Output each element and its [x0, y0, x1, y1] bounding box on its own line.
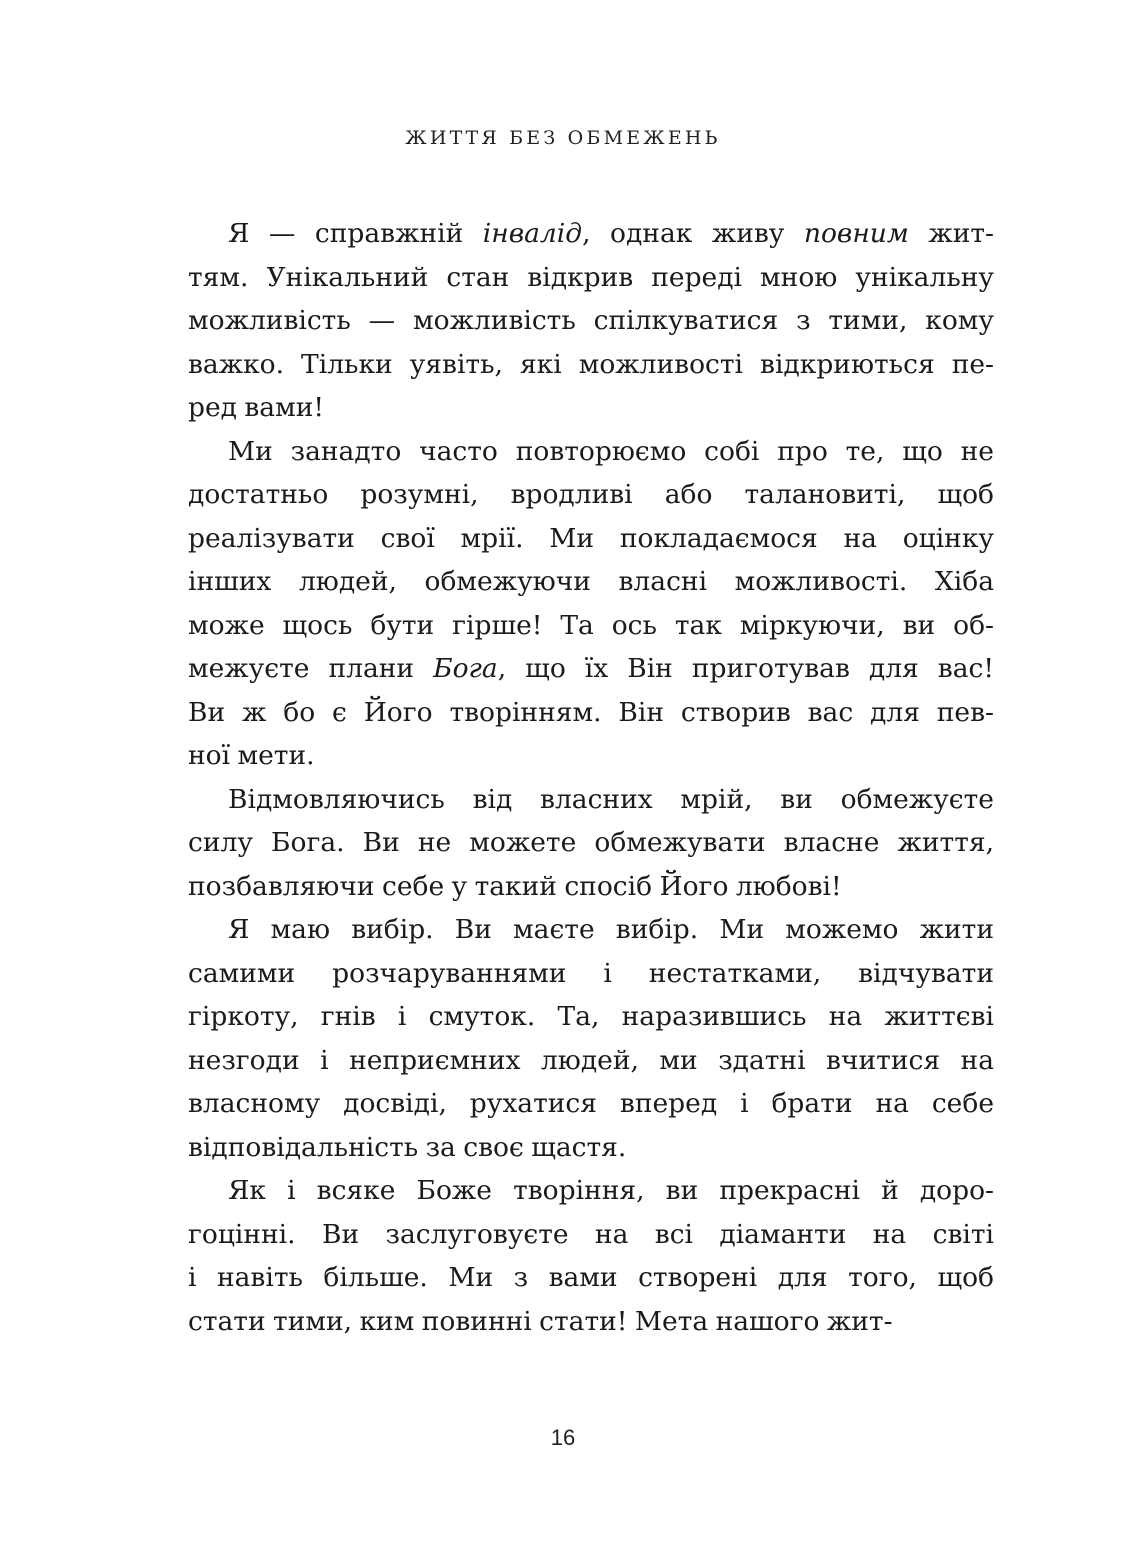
text-line: Я маю вибір. Ви маєте вибір. Ми можемо жити [228, 914, 994, 945]
emphasis-text: Бога [433, 653, 498, 684]
text-line: самими розчаруваннями і нестатками, відчувати [188, 957, 994, 989]
text-line: позбавляючи себе у такий спосіб Його любові! [188, 870, 842, 902]
text-run: , однак живу [582, 218, 804, 249]
text-line: ред вами! [188, 392, 325, 423]
text-line: гоцінні. Ви заслуговуєте на всі діаманти на світі [188, 1218, 994, 1250]
text-line: інших людей, обмежуючи власні можливості. Хіба [188, 566, 994, 597]
page-number: 16 [550, 1425, 576, 1450]
emphasis-text: повним [803, 218, 909, 249]
text-run: межуєте плани [188, 653, 434, 684]
text-line: тям. Унікальний стан відкрив переді мною унікальну [188, 261, 994, 293]
text-line: реалізувати свої мрії. Ми покладаємося на оцінку [188, 522, 994, 554]
text-run: Я — справжній [228, 218, 483, 249]
text-line: незгоди і неприємних людей, ми здатні вчитися на [188, 1044, 994, 1076]
text-line: може щось бути гірше! Та ось так міркуючи, ви об- [188, 609, 994, 641]
paragraph [188, 778, 994, 909]
paragraph [188, 212, 994, 430]
emphasis-text: інвалід [482, 218, 583, 249]
text-line: Ми занадто часто повторюємо собі про те, що не [228, 435, 994, 467]
text-line: власному досвіді, рухатися вперед і брати на себе [188, 1088, 994, 1119]
text-line: Як і всяке Боже творіння, ви прекрасні й доро- [228, 1175, 994, 1206]
text-line: достатньо розумні, вродливі або талановиті, щоб [188, 479, 994, 510]
text-line: важко. Тільки уявіть, які можливості відкриються пе- [188, 348, 994, 380]
text-line: Відмовляючись від власних мрій, ви обмежуєте [228, 783, 994, 815]
text-line [188, 212, 994, 256]
running-header: ЖИТТЯ БЕЗ ОБМЕЖЕНЬ [405, 127, 721, 149]
paragraph [188, 908, 994, 1169]
text-line: можливість — можливість спілкуватися з тими, кому [188, 305, 994, 336]
text-line: гіркоту, гнів і смуток. Та, наразившись на життєві [188, 1001, 994, 1032]
text-line: силу Бога. Ви не можете обмежувати власне життя, [188, 827, 994, 858]
text-line: Ви ж бо є Його творінням. Він створив вас для пев- [188, 696, 994, 728]
paragraph [188, 430, 994, 778]
text-line: відповідальність за своє щастя. [188, 1131, 627, 1163]
text-run: , що їх Він приготував для вас! [497, 653, 994, 684]
paragraph [188, 1169, 994, 1343]
text-line: ної мети. [188, 740, 315, 771]
text-line: і навіть більше. Ми з вами створені для того, щоб [188, 1262, 994, 1293]
body-text [188, 212, 994, 1343]
text-line [188, 647, 994, 691]
text-line: стати тими, ким повинні стати! Мета нашого жит- [188, 1305, 893, 1337]
text-run: жит- [908, 218, 994, 249]
